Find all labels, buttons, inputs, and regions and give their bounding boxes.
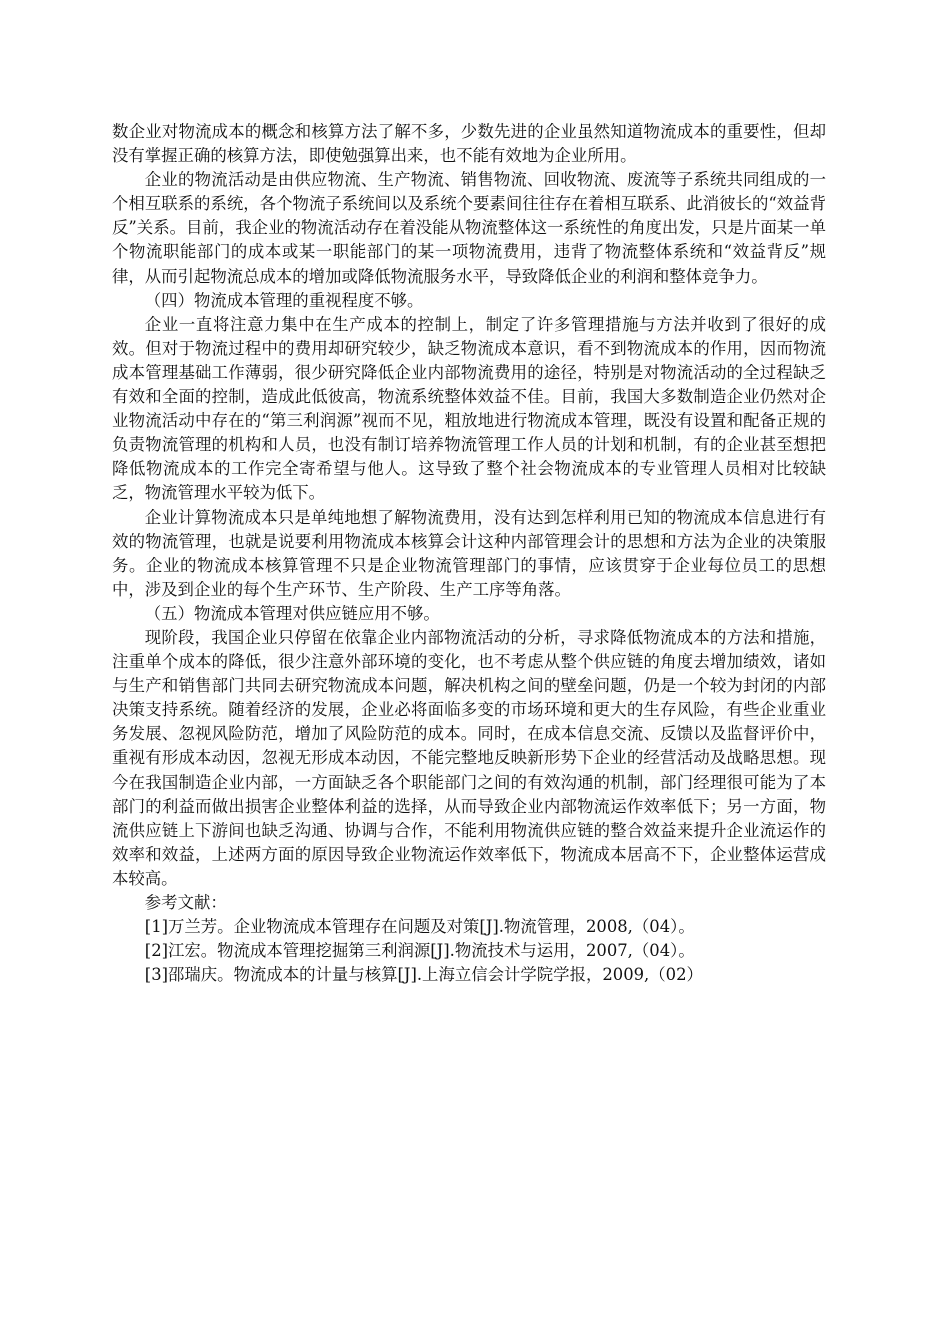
references-heading: 参考文献： [144, 893, 227, 912]
section-heading-5: （五）物流成本管理对供应链应用不够。 [144, 603, 440, 623]
references-list [112, 915, 826, 987]
reference-item: [3]邵瑞庆。物流成本的计量与核算[J].上海立信会计学院学报，2009,（02） [144, 965, 703, 985]
paragraph-cost-calculation: 企业计算物流成本只是单纯地想了解物流费用，没有达到怎样利用已知的物流成本信息进行有效的物流管理，也就是说要利用物流成本核算会计这种内部管理会计的思想和方法为企业的决策服务。企业的物流成本核算管理不只是企业物流管理部门的事情，应该贯穿于企业每位员工的思想中，涉及到企业的每个生产环节、生产阶段、生产工序等角落。 [112, 507, 826, 599]
paragraph-logistics-system: 企业的物流活动是由供应物流、生产物流、销售物流、回收物流、废流等子系统共同组成的一个相互联系的系统，各个物流子系统间以及系统个要素间往往存在着相互联系、此消彼长的“效益背反”关系。目前，我企业的物流活动存在着没能从物流整体这一系统性的角度出发，只是片面某一单个物流职能部门的成本或某一职能部门的某一项物流费用，违背了物流整体系统和“效益背反”规律，从而引起物流总成本的增加或降低物流服务水平，导致降低企业的利润和整体竞争力。 [112, 170, 826, 286]
paragraph-supply-chain: 现阶段，我国企业只停留在依靠企业内部物流活动的分析，寻求降低物流成本的方法和措施，注重单个成本的降低，很少注意外部环境的变化，也不考虑从整个供应链的角度去增加绩效，诸如与生产和销售部门共同去研究物流成本问题，解决机构之间的壁垒问题，仍是一个较为封闭的内部决策支持系统。随着经济的发展，企业必将面临多变的市场环境和更大的生存风险，有些企业重业务发展、忽视风险防范，增加了风险防范的成本。同时，在成本信息交流、反馈以及监督评价中，重视有形成本动因，忽视无形成本动因，不能完整地反映新形势下企业的经营活动及战略思想。现今在我国制造企业内部，一方面缺乏各个职能部门之间的有效沟通的机制，部门经理很可能为了本部门的利益而做出损害企业整体利益的选择，从而导致企业内部物流运作效率低下；另一方面，物流供应链上下游间也缺乏沟通、协调与合作，不能利用物流供应链的整合效益来提升企业流运作的效率和效益，上述两方面的原因导致企业物流运作效率低下，物流成本居高不下，企业整体运营成本较高。 [112, 627, 826, 888]
reference-item: [2]江宏。物流成本管理挖掘第三利润源[J].物流技术与运用，2007,（04）。 [144, 941, 695, 961]
section-heading-4: （四）物流成本管理的重视程度不够。 [144, 290, 424, 310]
paragraph-continuation: 数企业对物流成本的概念和核算方法了解不多，少数先进的企业虽然知道物流成本的重要性，但却没有掌握正确的核算方法，即使勉强算出来，也不能有效地为企业所用。 [112, 122, 826, 166]
document-body [112, 120, 826, 987]
paragraph-cost-attention: 企业一直将注意力集中在生产成本的控制上，制定了许多管理措施与方法并收到了很好的成效。但对于物流过程中的费用却研究较少，缺乏物流成本意识，看不到物流成本的作用，因而物流成本管理基础工作薄弱，很少研究降低企业内部物流费用的途径，特别是对物流活动的全过程缺乏有效和全面的控制，造成此低彼高，物流系统整体效益不佳。目前，我国大多数制造企业仍然对企业物流活动中存在的“第三利润源”视而不见，粗放地进行物流成本管理，既没有设置和配备正规的负责物流管理的机构和人员，也没有制订培养物流管理工作人员的计划和机制，有的企业甚至想把降低物流成本的工作完全寄希望与他人。这导致了整个社会物流成本的专业管理人员相对比较缺乏，物流管理水平较为低下。 [112, 314, 826, 503]
reference-item: [1]万兰芳。企业物流成本管理存在问题及对策[J].物流管理，2008,（04）。 [144, 917, 695, 937]
